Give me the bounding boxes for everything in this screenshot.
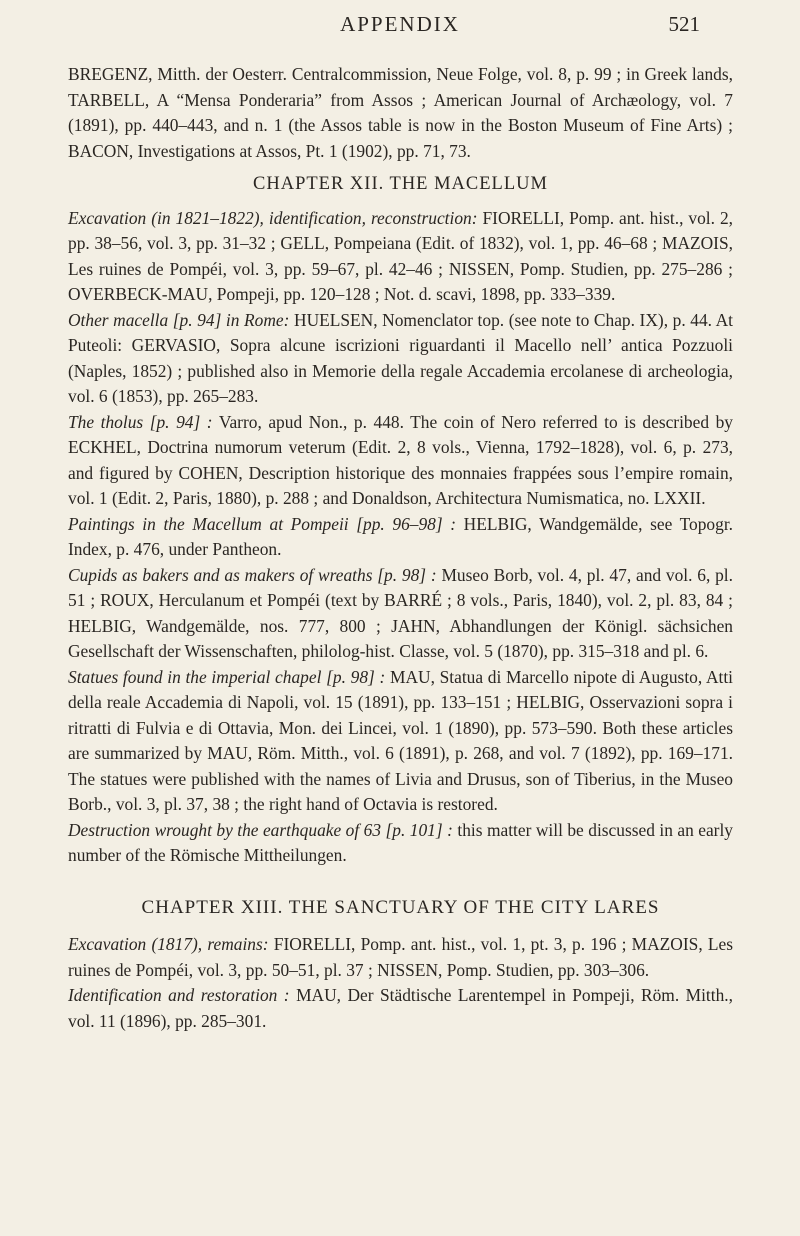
entry-text: Varro, apud Non., p. 448. The coin of Nero referred to is described by ECKHEL, Doctrina numorum veterum (Edit. 2, 8 vols., Vienna, 1792–1828), vol. 6, p. 273, and figured by COHEN, Description historique des monnaies frappées sous l’empire romain, vol. 1 (Edit. 2, Paris, 1880), p. 288 ; and Donaldson, Architectura Numismatica, no. LXXII. <box>68 411 733 508</box>
page-body <box>68 62 733 1034</box>
entry-text: HELBIG, Wandgemälde, see Topogr. Index, p. 476, under Pantheon. <box>68 513 733 559</box>
bibliography-entry <box>68 665 733 818</box>
bibliography-entry <box>68 983 733 1034</box>
entry-lead: Other macella [p. 94] in Rome: <box>68 309 290 330</box>
entry-text: this matter will be discussed in an early number of the Römische Mittheilungen. <box>68 819 733 865</box>
running-title: APPENDIX <box>340 12 460 36</box>
bibliography-entry <box>68 932 733 983</box>
entry-lead: Destruction wrought by the earthquake of 63 [p. 101] : <box>68 819 453 840</box>
bibliography-entry <box>68 563 733 665</box>
entry-text: MAU, Statua di Marcello nipote di Augusto, Atti della reale Accademia di Napoli, vol. 15 (1891), pp. 133–151 ; HELBIG, Osservazioni sopra i ritratti di Fulvia e di Ottavia, Mon. dei Lincei, vol. 1 (1890), pp. 573–590. Both these articles are summarized by MAU, Röm. Mitth., vol. 6 (1891), p. 268, and vol. 7 (1892), pp. 169–171. The statues were published with the names of Livia and Drusus, son of Tiberius, in the Museo Borb., vol. 3, pl. 37, 38 ; the right hand of Octavia is restored. <box>68 666 733 814</box>
chapter-12-heading: CHAPTER XII. THE MACELLUM <box>253 174 548 194</box>
entry-text: MAU, Der Städtische Larentempel in Pompeji, Röm. Mitth., vol. 11 (1896), pp. 285–301. <box>68 985 733 1031</box>
entry-lead: Identification and restoration : <box>68 985 290 1005</box>
entry-text: HUELSEN, Nomenclator top. (see note to Chap. IX), p. 44. At Puteoli: GERVASIO, Sopra alcune iscrizioni riguardanti il Macello nell’ antica Pozzuoli (Naples, 1852) ; published also in Memorie della regale Accademia ercolanese di archeologia, vol. 6 (1853), pp. 265–283. <box>68 309 734 406</box>
entry-lead: Paintings in the Macellum at Pompeii [pp. 96–98] : <box>68 513 457 534</box>
running-head <box>0 12 800 46</box>
entry-lead: Cupids as bakers and as makers of wreaths [p. 98] : <box>68 564 437 585</box>
entry-text: FIORELLI, Pomp. ant. hist., vol. 2, pp. 38–56, vol. 3, pp. 31–32 ; GELL, Pompeiana (Edit. of 1832), vol. 1, pp. 46–68 ; MAZOIS, Les ruines de Pompéi, vol. 3, pp. 59–67, pl. 42–46 ; NISSEN, Pomp. Studien, pp. 275–286 ; OVERBECK-MAU, Pompeji, pp. 120–128 ; Not. d. scavi, 1898, pp. 333–339. <box>68 207 733 304</box>
entry-lead: Statues found in the imperial chapel [p. 98] : <box>68 666 386 687</box>
bibliography-entry <box>68 410 733 512</box>
entry-lead: The tholus [p. 94] : <box>68 411 213 432</box>
bibliography-entry <box>68 308 733 410</box>
intro-paragraph: BREGENZ, Mitth. der Oesterr. Centralcommission, Neue Folge, vol. 8, p. 99 ; in Greek lands, TARBELL, A “Mensa Ponderaria” from Assos ; American Journal of Archæology, vol. 7 (1891), pp. 440–443, and n. 1 (the Assos table is now in the Boston Museum of Fine Arts) ; BACON, Investigations at Assos, Pt. 1 (1902), pp. 71, 73. <box>68 64 733 161</box>
bibliography-entry <box>68 818 733 869</box>
entry-lead: Excavation (1817), remains: <box>68 934 269 954</box>
page-number: 521 <box>668 12 700 36</box>
bibliography-entry <box>68 206 733 308</box>
entry-text: Museo Borb, vol. 4, pl. 47, and vol. 6, pl. 51 ; ROUX, Herculanum et Pompéi (text by BARRÉ ; 8 vols., Paris, 1840), vol. 2, pl. 83, 84 ; HELBIG, Wandgemälde, nos. 777, 800 ; JAHN, Abhandlungen der Königl. sächsichen Gesellschaft der Wissenschaften, philolog-hist. Classe, vol. 5 (1870), pp. 315–318 and pl. 6. <box>68 564 733 661</box>
entry-lead: Excavation (in 1821–1822), identification, reconstruction: <box>68 207 478 228</box>
entry-text: FIORELLI, Pomp. ant. hist., vol. 1, pt. 3, p. 196 ; MAZOIS, Les ruines de Pompéi, vol. 3, pp. 50–51, pl. 37 ; NISSEN, Pomp. Studien, pp. 303–306. <box>68 934 733 980</box>
chapter-13-heading: CHAPTER XIII. THE SANCTUARY OF THE CITY LARES <box>141 896 660 918</box>
bibliography-entry <box>68 512 733 563</box>
chapter-13-entries <box>68 932 733 1034</box>
chapter-12-entries <box>68 206 733 869</box>
